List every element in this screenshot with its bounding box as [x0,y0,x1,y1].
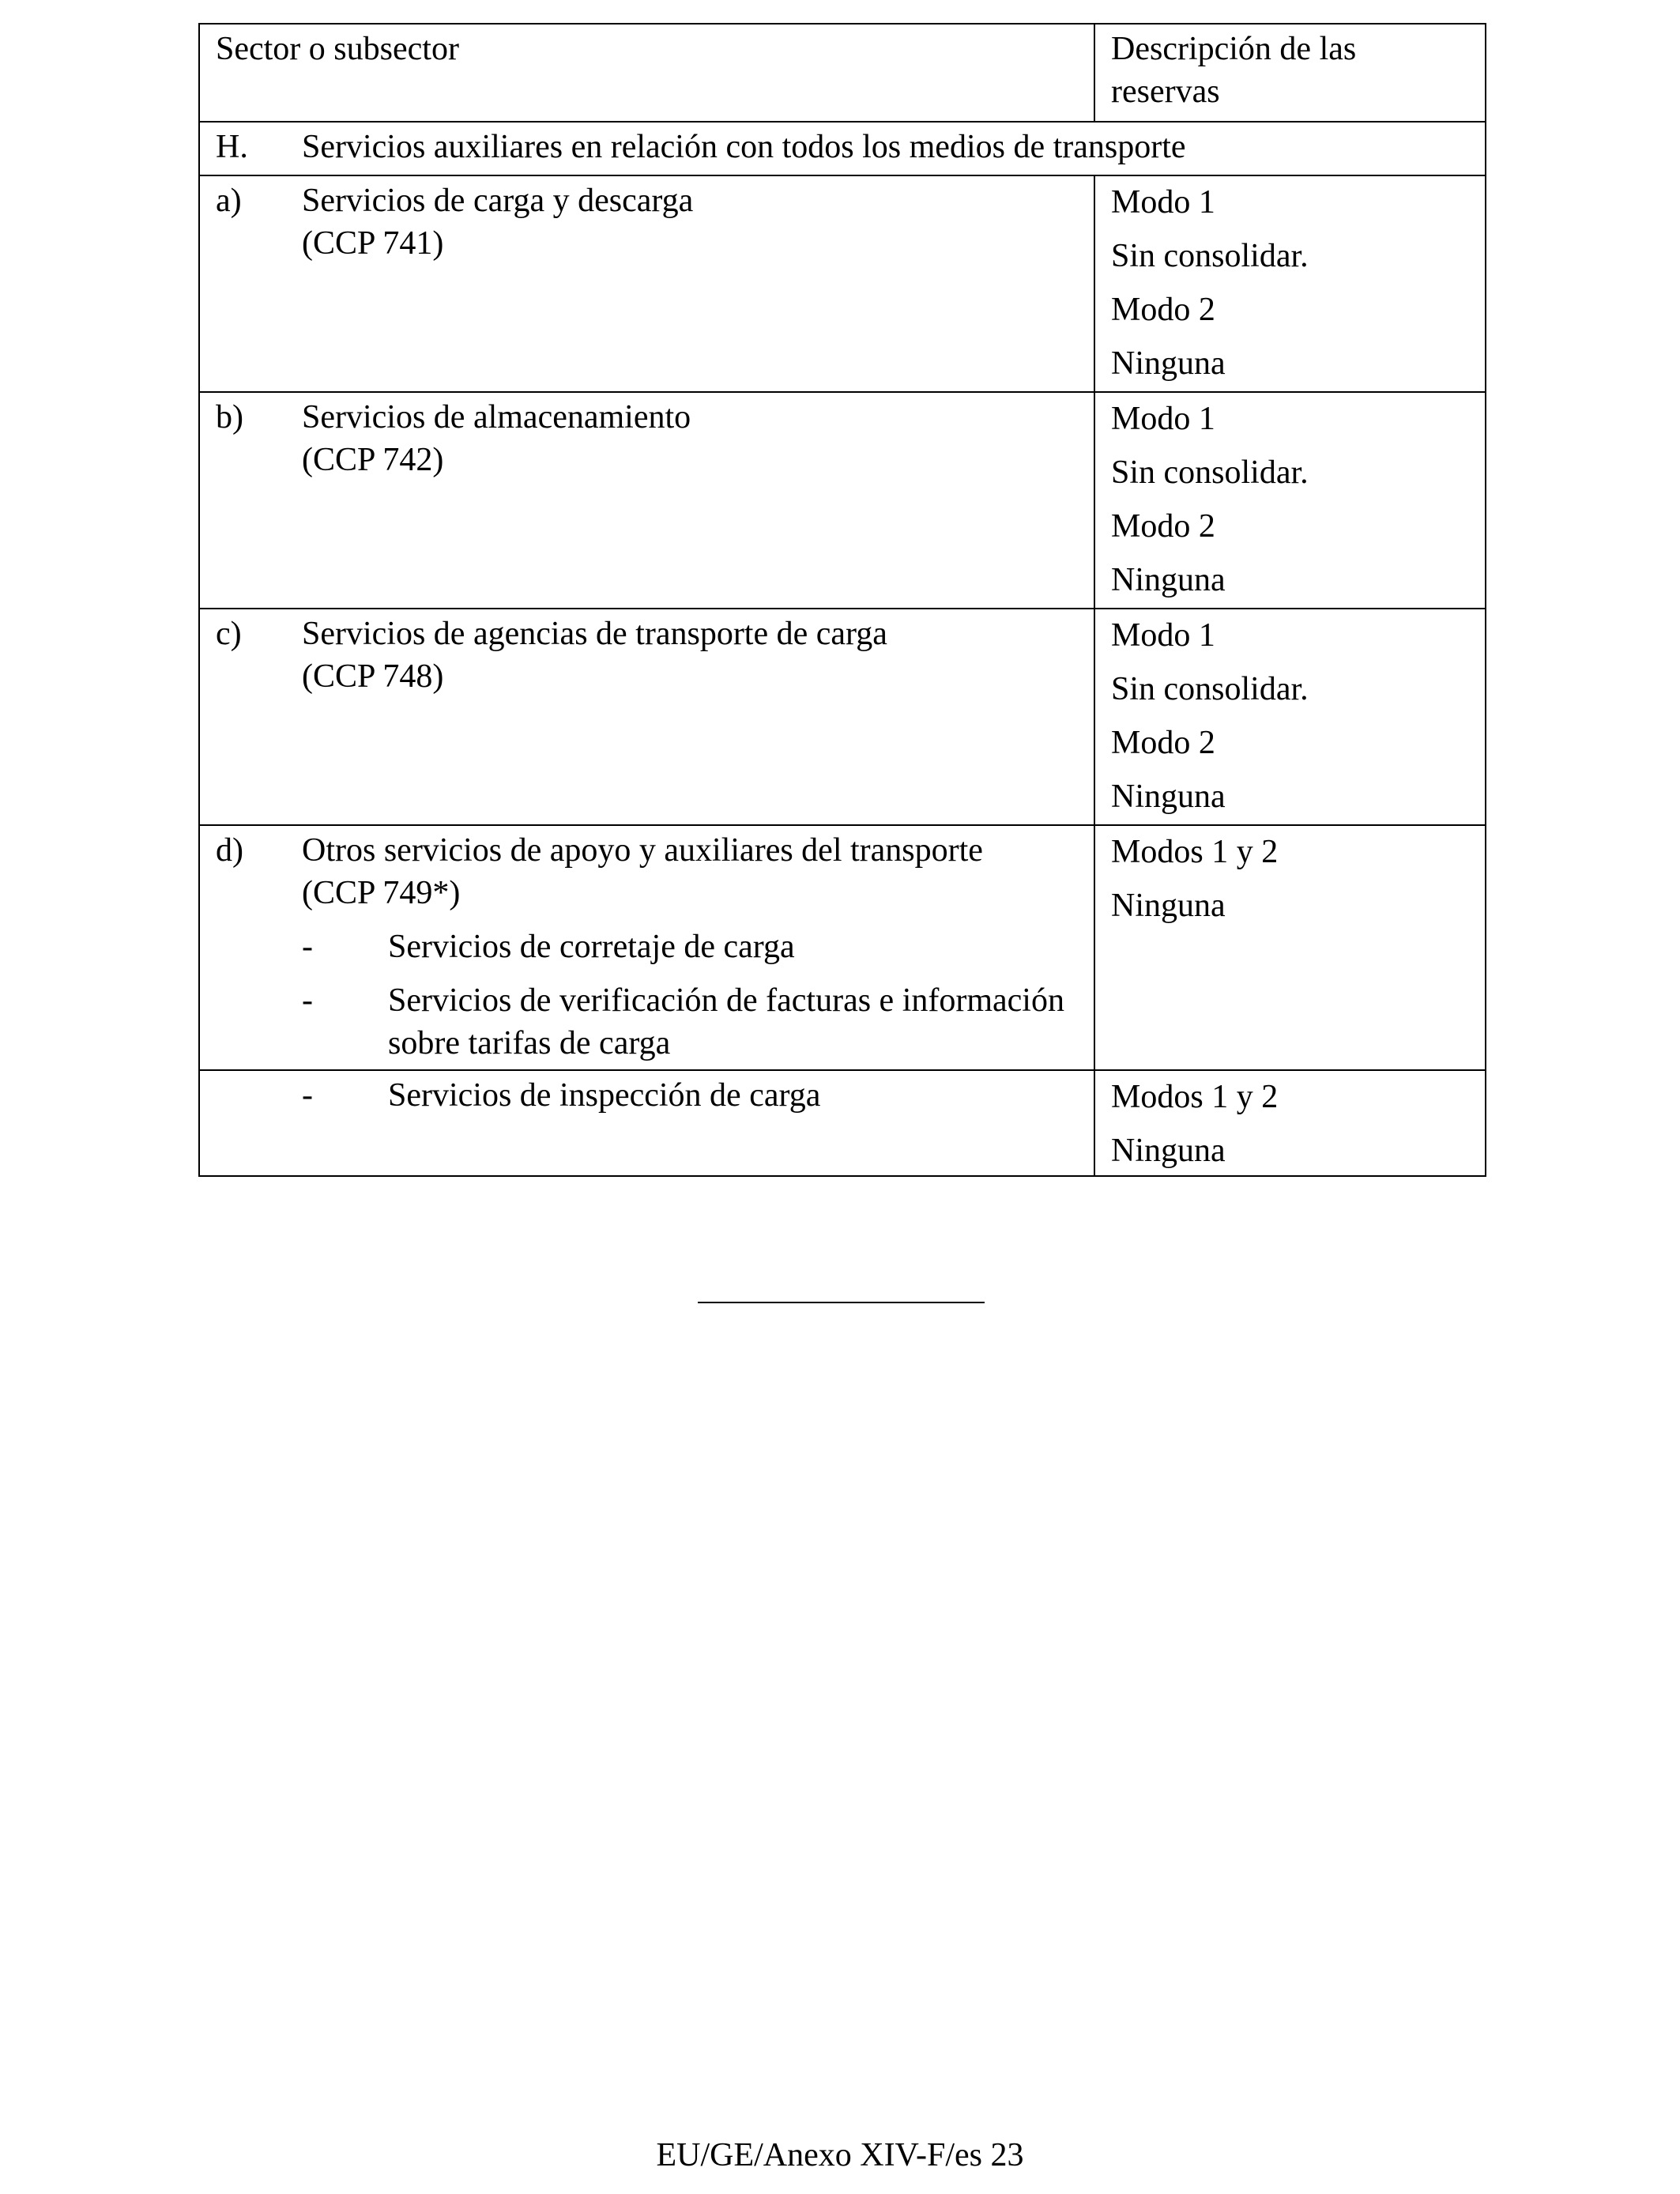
table-row [199,392,1486,609]
table-header-row [199,24,1486,122]
bullet-dash: - [302,1077,313,1114]
table-row [199,825,1486,1070]
row-code: (CCP 741) [302,225,444,262]
row-title: Servicios de almacenamiento [302,399,691,435]
table-row [199,1070,1486,1176]
reservations-cell [1094,825,1486,1070]
bullet-text: Servicios de verificación de facturas e información sobre tarifas de carga [388,982,1064,1061]
reservation-line: Ninguna [1111,778,1226,815]
header-description: Descripción de las reservas [1111,31,1357,110]
reservation-line: Modos 1 y 2 [1111,1079,1279,1115]
reservation-line: Modo 2 [1111,508,1215,545]
bullet-item [302,925,1078,968]
sector-cell [199,392,1094,609]
reservation-line: Ninguna [1111,1133,1226,1169]
bullet-dash: - [302,929,313,965]
sector-cell [199,1070,1094,1176]
sector-cell [199,609,1094,825]
sector-cell [199,825,1094,1070]
header-sector: Sector o subsector [216,31,459,67]
reservation-line: Modo 1 [1111,184,1215,221]
bullet-item [302,1074,1078,1117]
reservations-cell [1094,1070,1486,1176]
section-row [199,122,1486,175]
section-title: Servicios auxiliares en relación con todos los medios de transporte [302,129,1186,165]
reservation-line: Sin consolidar. [1111,671,1309,707]
end-separator-line [698,1302,985,1303]
reservation-line: Modo 1 [1111,617,1215,654]
row-title: Otros servicios de apoyo y auxiliares del transporte [302,832,983,869]
section-cell [199,122,1486,175]
row-label: c) [216,616,242,652]
section-label: H. [216,129,248,165]
bullet-text: Servicios de corretaje de carga [388,929,795,965]
reservation-line: Modo 1 [1111,401,1215,437]
row-code: (CCP 742) [302,442,444,478]
reservations-cell [1094,175,1486,392]
row-title: Servicios de carga y descarga [302,183,694,219]
row-code: (CCP 748) [302,658,444,695]
header-description-cell [1094,24,1486,122]
row-code: (CCP 749*) [302,875,461,911]
table-row [199,609,1486,825]
reservations-cell [1094,609,1486,825]
row-label: a) [216,183,242,219]
header-sector-cell [199,24,1094,122]
reservation-line: Modo 2 [1111,292,1215,328]
row-label: b) [216,399,243,435]
reservation-line: Modo 2 [1111,725,1215,761]
sector-cell [199,175,1094,392]
reservation-line: Ninguna [1111,345,1226,382]
reservation-line: Sin consolidar. [1111,238,1309,274]
bullet-dash: - [302,982,313,1019]
reservation-line: Ninguna [1111,562,1226,598]
page-footer: EU/GE/Anexo XIV-F/es 23 [656,2137,1024,2173]
row-title: Servicios de agencias de transporte de carga [302,616,887,652]
reservations-table [198,23,1486,1177]
bullet-item [302,979,1078,1065]
row-label: d) [216,832,243,869]
reservations-cell [1094,392,1486,609]
table-row [199,175,1486,392]
bullet-text: Servicios de inspección de carga [388,1077,821,1114]
reservation-line: Ninguna [1111,888,1226,924]
reservation-line: Sin consolidar. [1111,454,1309,491]
reservation-line: Modos 1 y 2 [1111,834,1279,870]
